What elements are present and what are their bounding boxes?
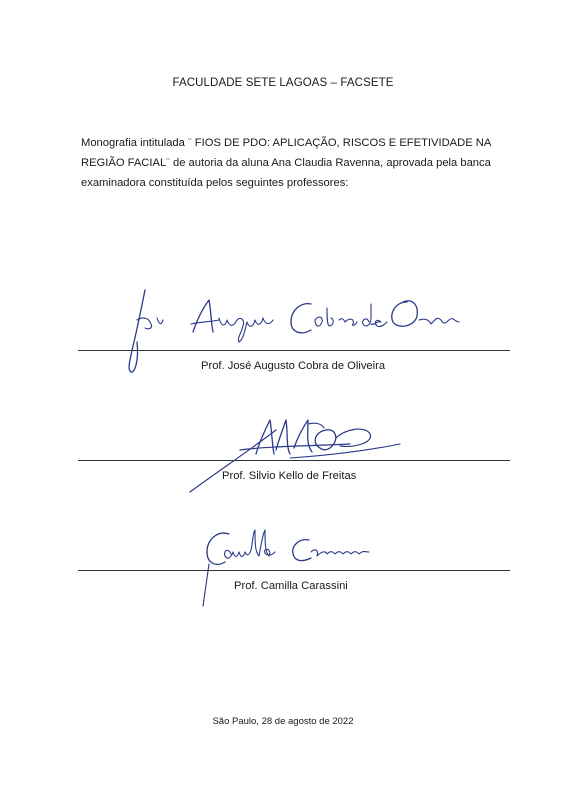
signature-line-1 xyxy=(78,350,510,351)
signatory-name-3: Prof. Camilla Carassini xyxy=(234,580,348,592)
intro-paragraph: Monografia intitulada ¨ FIOS DE PDO: APLICAÇÃO, RISCOS E EFETIVIDADE NA REGIÃO FACIAL¨ de autoria da aluna Ana Claudia Ravenna, aprovada pela banca examinadora constituída pelos seguintes professores: xyxy=(81,137,491,189)
signature-block-2 xyxy=(0,410,566,500)
handwritten-signature-2 xyxy=(180,410,440,500)
signature-line-3 xyxy=(78,570,510,571)
handwritten-signature-3 xyxy=(195,520,395,610)
signature-block-1 xyxy=(0,280,566,380)
signature-block-3 xyxy=(0,520,566,610)
signature-line-2 xyxy=(78,460,510,461)
place-and-date: São Paulo, 28 de agosto de 2022 xyxy=(212,716,354,727)
signatory-name-1: Prof. José Augusto Cobra de Oliveira xyxy=(201,360,386,372)
signatory-name-2: Prof. Silvio Kello de Freitas xyxy=(222,470,357,482)
institution-title: FACULDADE SETE LAGOAS – FACSETE xyxy=(172,77,394,89)
